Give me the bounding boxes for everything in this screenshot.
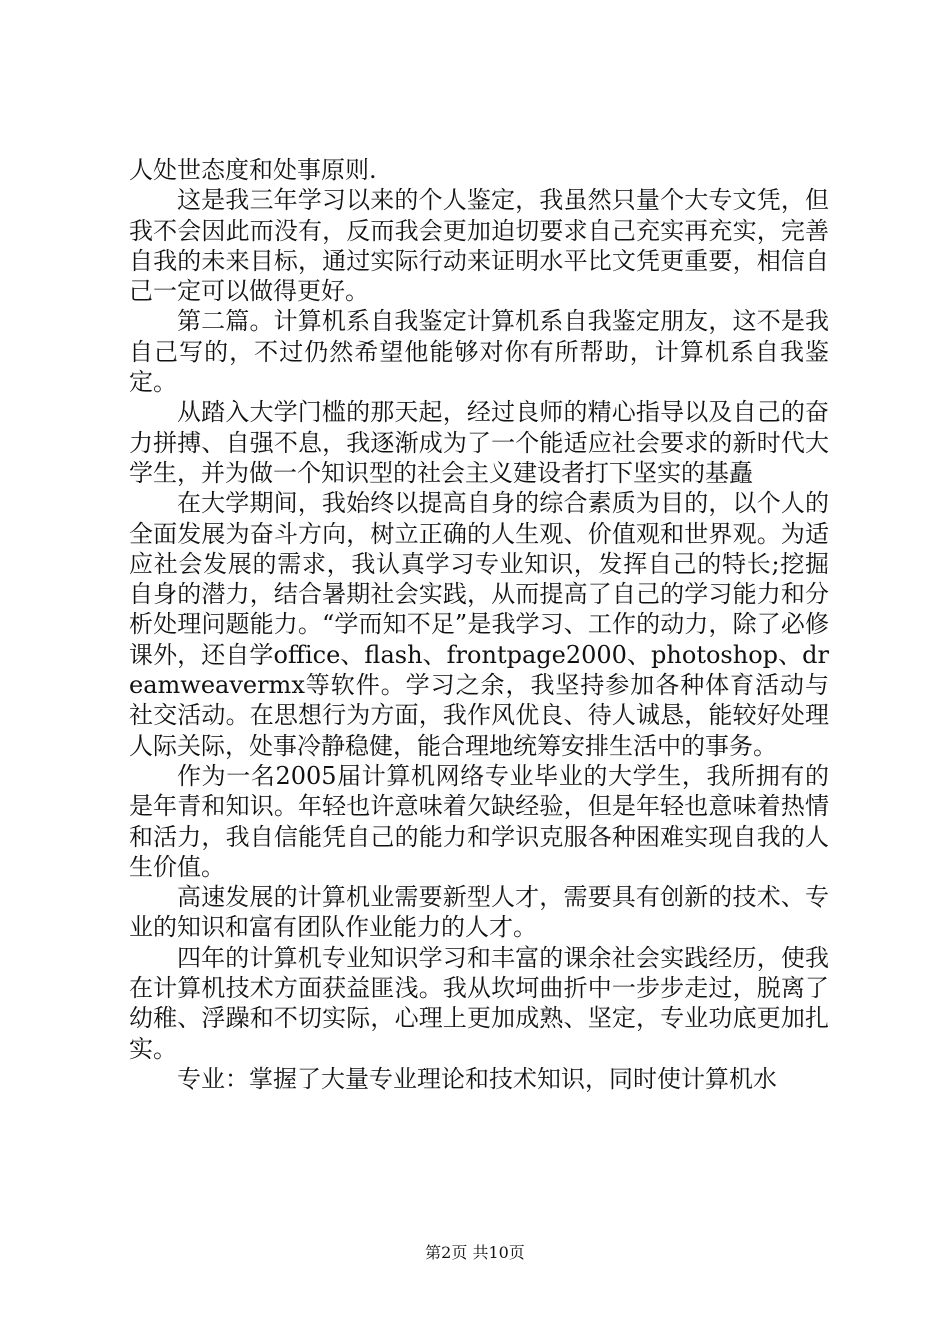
paragraph-industry-needs: 高速发展的计算机业需要新型人才，需要具有创新的技术、专业的知识和富有团队作业能力的人才。	[129, 883, 829, 942]
paragraph-self-assessment-summary: 这是我三年学习以来的个人鉴定，我虽然只量个大专文凭，但我不会因此而没有，反而我会更加迫切要求自己充实再充实，完善自我的未来目标，通过实际行动来证明水平比文凭更重要，相信自己一定可以做得更好。	[129, 186, 829, 306]
paragraph-graduate-2005: 作为一名2005届计算机网络专业毕业的大学生，我所拥有的是年青和知识。年轻也许意味着欠缺经验，但是年轻也意味着热情和活力，我自信能凭自己的能力和学识克服各种困难实现自我的人生价值。	[129, 761, 829, 881]
paragraph-university-period: 在大学期间，我始终以提高自身的综合素质为目的，以个人的全面发展为奋斗方向，树立正确的人生观、价值观和世界观。为适应社会发展的需求，我认真学习专业知识，发挥自己的特长;挖掘自身的潜力，结合暑期社会实践，从而提高了自己的学习能力和分析处理问题能力。“学而知不足”是我学习、工作的动力，除了必修课外，还自学office、flash、frontpage2000、photoshop、dreamweavermx等软件。学习之余，我坚持参加各种体育活动与社交活动。在思想行为方面，我作风优良、待人诚恳，能较好处理人际关际，处事冷静稳健，能合理地统筹安排生活中的事务。	[129, 489, 829, 760]
paragraph-four-years-study: 四年的计算机专业知识学习和丰富的课余社会实践经历，使我在计算机技术方面获益匪浅。我从坎坷曲折中一步步走过，脱离了幼稚、浮躁和不切实际，心理上更加成熟、坚定，专业功底更加扎实。	[129, 943, 829, 1063]
paragraph-university-entry: 从踏入大学门槛的那天起，经过良师的精心指导以及自己的奋力拼搏、自强不息，我逐渐成为了一个能适应社会要求的新时代大学生，并为做一个知识型的社会主义建设者打下坚实的基矗	[129, 398, 829, 487]
document-body	[129, 155, 829, 1094]
paragraph-professional-skills: 专业：掌握了大量专业理论和技术知识，同时使计算机水	[177, 1064, 777, 1093]
page-number-footer: 第2页 共10页	[425, 1243, 525, 1262]
paragraph-continuation: 人处世态度和处事原则.	[129, 156, 377, 184]
paragraph-second-article-heading: 第二篇。计算机系自我鉴定计算机系自我鉴定朋友，这不是我自己写的，不过仍然希望他能够对你有所帮助，计算机系自我鉴定。	[129, 307, 829, 397]
